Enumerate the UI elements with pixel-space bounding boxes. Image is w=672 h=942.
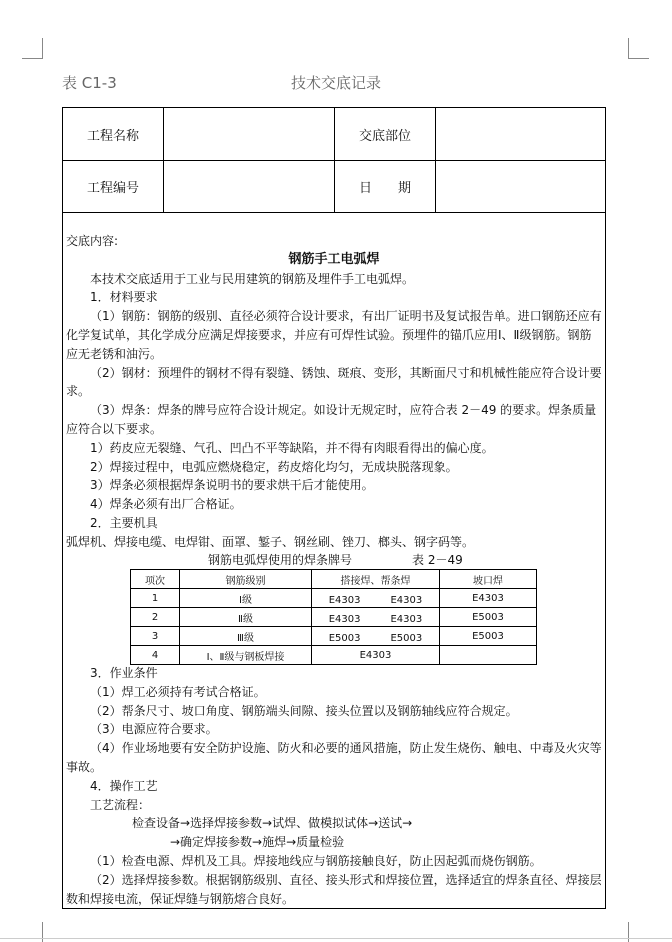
table-cell: 4 bbox=[131, 646, 180, 665]
heading-tools: 2．主要机具 bbox=[90, 515, 158, 530]
paragraph: 弧焊机、焊接电缆、电焊钳、面罩、錾子、钢丝刷、锉刀、榔头、钢字码等。 bbox=[66, 534, 475, 549]
page-edge bbox=[0, 938, 672, 939]
crop-mark-top-right bbox=[628, 38, 649, 59]
table-cell: E5003 E5003 bbox=[312, 627, 440, 646]
table-caption: 钢筋电弧焊使用的焊条牌号 bbox=[208, 553, 353, 567]
table-cell: Ⅱ级 bbox=[180, 608, 312, 627]
table-cell: Ⅰ级 bbox=[180, 589, 312, 608]
table-number: 表 2－49 bbox=[412, 553, 463, 567]
table-cell: 3 bbox=[131, 627, 180, 646]
table-header: 坡口焊 bbox=[440, 570, 537, 589]
table-header-row bbox=[131, 570, 537, 589]
section-title: 钢筋手工电弧焊 bbox=[288, 251, 380, 267]
list-item: 1）药皮应无裂缝、气孔、凹凸不平等缺陷，并不得有肉眼看得出的偏心度。 bbox=[90, 440, 494, 455]
flow-line-2: →确定焊接参数→施焊→质量检验 bbox=[170, 835, 345, 850]
table-cell: E4303 E4303 bbox=[312, 589, 440, 608]
table-cell: E4303 bbox=[312, 646, 440, 665]
part-label: 交底部位 bbox=[335, 108, 436, 161]
table-header: 钢筋级别 bbox=[180, 570, 312, 589]
list-item: （1）焊工必须持有考试合格证。 bbox=[90, 684, 266, 699]
page-title-text: 技术交底记录 bbox=[290, 74, 381, 92]
table-cell: E4303 E4303 bbox=[312, 608, 440, 627]
list-item: 2）焊接过程中，电弧应燃烧稳定，药皮熔化均匀，无成块脱落现象。 bbox=[90, 459, 458, 474]
crop-mark-bottom-left bbox=[22, 922, 43, 942]
table-row bbox=[131, 589, 537, 608]
table-cell: E5003 bbox=[440, 627, 537, 646]
heading-materials: 1．材料要求 bbox=[90, 290, 158, 305]
flow-label: 工艺流程： bbox=[90, 797, 151, 812]
table-row bbox=[131, 627, 537, 646]
content-body-continued bbox=[66, 664, 602, 908]
list-item: （4）作业场地要有安全防护设施、防火和必要的通风措施，防止发生烧伤、触电、中毒及火灾等事故。 bbox=[66, 741, 602, 774]
list-item: 4）焊条必须有出厂合格证。 bbox=[90, 497, 242, 512]
table-cell: 1 bbox=[131, 589, 180, 608]
crop-mark-bottom-right bbox=[628, 922, 649, 942]
table-cell: Ⅲ级 bbox=[180, 627, 312, 646]
table-row bbox=[131, 608, 537, 627]
table-header: 项次 bbox=[131, 570, 180, 589]
project-name-label: 工程名称 bbox=[63, 108, 164, 161]
paragraph: （1）钢筋：钢筋的级别、直径必须符合设计要求，有出厂证明书及复试报告单。进口钢筋还应有化学复试单，其化学成分应满足焊接要求，并应有可焊性试验。预埋件的锚爪应用Ⅰ、Ⅱ级钢筋。钢筋应无老锈和油污。 bbox=[66, 309, 602, 361]
project-name-field[interactable] bbox=[164, 108, 335, 161]
table-cell bbox=[440, 646, 537, 665]
table-cell: 2 bbox=[131, 608, 180, 627]
paragraph: （2）钢材：预埋件的钢材不得有裂缝、锈蚀、斑痕、变形，其断面尺寸和机械性能应符合设计要求。 bbox=[66, 365, 602, 399]
project-no-label: 工程编号 bbox=[63, 161, 164, 213]
list-item: （3）电源应符合要求。 bbox=[90, 722, 218, 737]
page-title bbox=[0, 72, 672, 93]
table-row bbox=[131, 646, 537, 665]
list-item: （2）帮条尺寸、坡口角度、钢筋端头间隙、接头位置以及钢筋轴线应符合规定。 bbox=[90, 703, 518, 718]
heading-process: 4．操作工艺 bbox=[90, 778, 158, 793]
table-header: 搭接焊、帮条焊 bbox=[312, 570, 440, 589]
project-no-field[interactable] bbox=[164, 161, 335, 213]
heading-conditions: 3．作业条件 bbox=[90, 666, 158, 680]
table-cell: Ⅰ、Ⅱ级与钢板焊接 bbox=[180, 646, 312, 665]
content-label: 交底内容: bbox=[66, 234, 119, 248]
flow-line-1: 检查设备→选择焊接参数→试焊、做模拟试体→送试→ bbox=[132, 816, 413, 831]
crop-mark-top-left bbox=[22, 38, 43, 59]
form-code: 表 C1-3 bbox=[62, 74, 117, 92]
part-field[interactable] bbox=[436, 108, 605, 161]
date-field[interactable] bbox=[436, 161, 605, 213]
paragraph: 本技术交底适用于工业与民用建筑的钢筋及埋件手工电弧焊。 bbox=[90, 271, 415, 286]
table-cell: E5003 bbox=[440, 608, 537, 627]
electrode-table bbox=[130, 569, 537, 665]
list-item: （1）检查电源、焊机及工具。焊接地线应与钢筋接触良好，防止因起弧而烧伤钢筋。 bbox=[90, 853, 542, 868]
date-label: 日 期 bbox=[335, 161, 436, 213]
content-body bbox=[66, 232, 602, 552]
list-item: （2）选择焊接参数。根据钢筋级别、直径、接头形式和焊接位置，选择适宜的焊条直径、焊接层数和焊接电流，保证焊缝与钢筋熔合良好。 bbox=[66, 872, 602, 906]
paragraph: （3）焊条：焊条的牌号应符合设计规定。如设计无规定时，应符合表 2－49 的要求。焊条质量应符合以下要求。 bbox=[66, 403, 597, 436]
table-cell: E4303 bbox=[440, 589, 537, 608]
list-item: 3）焊条必须根据焊条说明书的要求烘干后才能使用。 bbox=[90, 478, 374, 493]
